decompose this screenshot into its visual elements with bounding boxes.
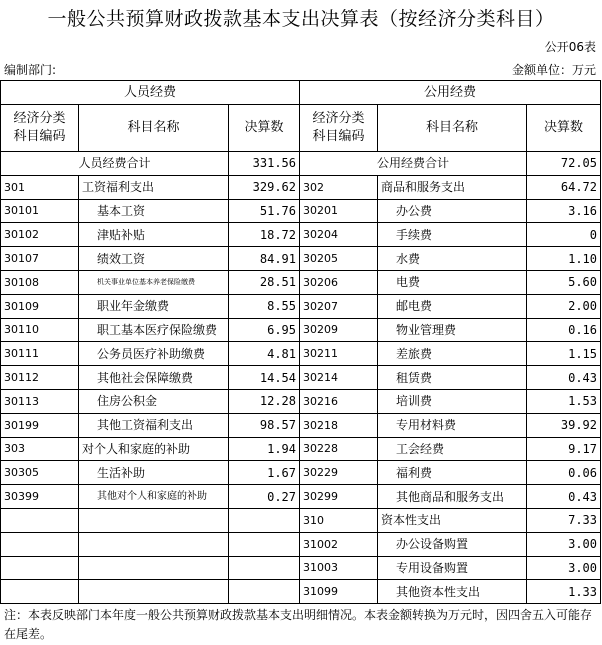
right-name-cell: 商品和服务支出: [378, 175, 527, 199]
name-header-right: 科目名称: [378, 105, 527, 152]
right-code-cell: 30207: [300, 294, 378, 318]
name-header-left: 科目名称: [79, 105, 229, 152]
public-header: 公用经费: [300, 81, 601, 105]
right-code-cell: 30211: [300, 342, 378, 366]
left-code-cell: [1, 508, 79, 532]
left-name-cell: 津贴补贴: [79, 223, 229, 247]
left-name-cell: 基本工资: [79, 199, 229, 223]
left-amount-cell: 14.54: [229, 366, 300, 390]
right-code-cell: 31099: [300, 580, 378, 604]
table-row: [1, 318, 601, 342]
left-amount-cell: [229, 556, 300, 580]
table-row: [1, 294, 601, 318]
left-code-cell: 30110: [1, 318, 79, 342]
right-name-cell: 工会经费: [378, 437, 527, 461]
left-code-cell: [1, 556, 79, 580]
right-name-cell: 差旅费: [378, 342, 527, 366]
right-code-cell: 30209: [300, 318, 378, 342]
left-amount-cell: 6.95: [229, 318, 300, 342]
right-amount-cell: 9.17: [527, 437, 601, 461]
left-code-cell: 301: [1, 175, 79, 199]
table-row: [1, 342, 601, 366]
left-amount-cell: 12.28: [229, 389, 300, 413]
table-row: [1, 223, 601, 247]
right-amount-cell: 3.16: [527, 199, 601, 223]
left-code-cell: 30101: [1, 199, 79, 223]
right-amount-cell: 2.00: [527, 294, 601, 318]
left-name-cell: 其他对个人和家庭的补助: [79, 485, 229, 509]
left-code-cell: 30199: [1, 413, 79, 437]
left-name-cell: [79, 556, 229, 580]
left-name-cell: 对个人和家庭的补助: [79, 437, 229, 461]
left-code-cell: 30107: [1, 247, 79, 271]
right-name-cell: 资本性支出: [378, 508, 527, 532]
left-code-cell: 303: [1, 437, 79, 461]
right-name-cell: 水费: [378, 247, 527, 271]
right-amount-cell: 39.92: [527, 413, 601, 437]
right-name-cell: 福利费: [378, 461, 527, 485]
table-row: [1, 175, 601, 199]
right-code-cell: 30214: [300, 366, 378, 390]
table-row: [1, 556, 601, 580]
right-amount-cell: 0.16: [527, 318, 601, 342]
table-row: [1, 199, 601, 223]
left-amount-cell: [229, 580, 300, 604]
left-name-cell: 其他工资福利支出: [79, 413, 229, 437]
left-code-cell: 30399: [1, 485, 79, 509]
left-code-cell: 30109: [1, 294, 79, 318]
left-name-cell: 公务员医疗补助缴费: [79, 342, 229, 366]
right-code-cell: 30218: [300, 413, 378, 437]
footnote: 注：本表反映部门本年度一般公共预算财政拨款基本支出明细情况。本表金额转换为万元时，因四舍五入可能存在尾差。: [4, 608, 593, 641]
right-amount-cell: 1.53: [527, 389, 601, 413]
left-code-cell: 30111: [1, 342, 79, 366]
left-name-cell: 住房公积金: [79, 389, 229, 413]
right-amount-cell: 7.33: [527, 508, 601, 532]
table-row: [1, 485, 601, 509]
left-amount-cell: 1.94: [229, 437, 300, 461]
right-name-cell: 邮电费: [378, 294, 527, 318]
left-name-cell: 职工基本医疗保险缴费: [79, 318, 229, 342]
right-amount-cell: 0.43: [527, 485, 601, 509]
right-amount-cell: 3.00: [527, 556, 601, 580]
right-code-cell: 30229: [300, 461, 378, 485]
left-amount-cell: 4.81: [229, 342, 300, 366]
right-name-cell: 办公设备购置: [378, 532, 527, 556]
personnel-total-label: 人员经费合计: [1, 152, 229, 176]
left-amount-cell: 18.72: [229, 223, 300, 247]
table-row: [1, 270, 601, 294]
right-amount-cell: 64.72: [527, 175, 601, 199]
table-row: [1, 413, 601, 437]
left-amount-cell: 0.27: [229, 485, 300, 509]
table-row: [1, 532, 601, 556]
left-amount-cell: 28.51: [229, 270, 300, 294]
left-amount-cell: 8.55: [229, 294, 300, 318]
table-row: [1, 580, 601, 604]
left-amount-cell: [229, 508, 300, 532]
code-header-left: 经济分类 科目编码: [1, 105, 79, 152]
left-name-cell: 其他社会保障缴费: [79, 366, 229, 390]
right-code-cell: 302: [300, 175, 378, 199]
right-code-cell: 30204: [300, 223, 378, 247]
right-code-cell: 30216: [300, 389, 378, 413]
right-name-cell: 专用设备购置: [378, 556, 527, 580]
left-name-cell: [79, 508, 229, 532]
left-name-cell: 机关事业单位基本养老保险缴费: [79, 270, 229, 294]
table-row: [1, 366, 601, 390]
right-code-cell: 31003: [300, 556, 378, 580]
amount-header-left: 决算数: [229, 105, 300, 152]
left-amount-cell: 329.62: [229, 175, 300, 199]
right-name-cell: 其他商品和服务支出: [378, 485, 527, 509]
right-name-cell: 培训费: [378, 389, 527, 413]
public-total-value: 72.05: [527, 152, 601, 176]
left-amount-cell: [229, 532, 300, 556]
left-name-cell: 生活补助: [79, 461, 229, 485]
left-name-cell: [79, 580, 229, 604]
right-amount-cell: 0: [527, 223, 601, 247]
left-code-cell: 30108: [1, 270, 79, 294]
left-code-cell: 30305: [1, 461, 79, 485]
right-amount-cell: 1.33: [527, 580, 601, 604]
right-amount-cell: 0.43: [527, 366, 601, 390]
left-amount-cell: 98.57: [229, 413, 300, 437]
right-amount-cell: 1.10: [527, 247, 601, 271]
right-name-cell: 物业管理费: [378, 318, 527, 342]
right-name-cell: 办公费: [378, 199, 527, 223]
table-row: [1, 461, 601, 485]
right-amount-cell: 3.00: [527, 532, 601, 556]
table-row: [1, 389, 601, 413]
table-row: [1, 508, 601, 532]
left-code-cell: 30102: [1, 223, 79, 247]
right-code-cell: 30201: [300, 199, 378, 223]
left-amount-cell: 1.67: [229, 461, 300, 485]
table-row: [1, 247, 601, 271]
left-code-cell: [1, 580, 79, 604]
left-name-cell: 工资福利支出: [79, 175, 229, 199]
form-number: 公开06表: [544, 40, 596, 54]
right-name-cell: 专用材料费: [378, 413, 527, 437]
right-name-cell: 手续费: [378, 223, 527, 247]
right-name-cell: 其他资本性支出: [378, 580, 527, 604]
right-code-cell: 310: [300, 508, 378, 532]
amount-unit-label: 金额单位：万元: [511, 63, 596, 77]
left-name-cell: [79, 532, 229, 556]
right-amount-cell: 1.15: [527, 342, 601, 366]
right-code-cell: 30299: [300, 485, 378, 509]
right-code-cell: 30228: [300, 437, 378, 461]
right-name-cell: 电费: [378, 270, 527, 294]
left-code-cell: 30113: [1, 389, 79, 413]
expenditure-table: [0, 80, 601, 604]
personnel-header: 人员经费: [1, 81, 300, 105]
public-total-label: 公用经费合计: [300, 152, 527, 176]
table-row: [1, 437, 601, 461]
right-amount-cell: 0.06: [527, 461, 601, 485]
left-amount-cell: 51.76: [229, 199, 300, 223]
personnel-total-value: 331.56: [229, 152, 300, 176]
right-code-cell: 31002: [300, 532, 378, 556]
left-code-cell: 30112: [1, 366, 79, 390]
left-name-cell: 绩效工资: [79, 247, 229, 271]
right-name-cell: 租赁费: [378, 366, 527, 390]
left-code-cell: [1, 532, 79, 556]
left-name-cell: 职业年金缴费: [79, 294, 229, 318]
right-amount-cell: 5.60: [527, 270, 601, 294]
code-header-right: 经济分类 科目编码: [300, 105, 378, 152]
page-title: 一般公共预算财政拨款基本支出决算表（按经济分类科目）: [47, 8, 555, 30]
right-code-cell: 30205: [300, 247, 378, 271]
right-code-cell: 30206: [300, 270, 378, 294]
amount-header-right: 决算数: [527, 105, 601, 152]
left-amount-cell: 84.91: [229, 247, 300, 271]
compiling-department-label: 编制部门:: [4, 63, 57, 77]
